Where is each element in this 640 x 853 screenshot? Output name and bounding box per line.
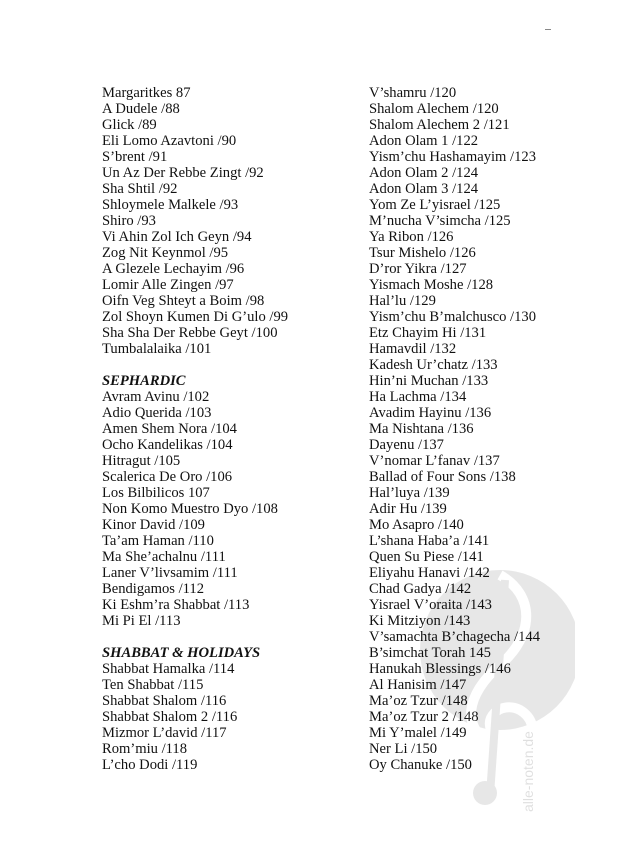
toc-entry: V’samachta B’chagecha /144 — [369, 629, 540, 645]
toc-entry: Amen Shem Nora /104 — [102, 421, 237, 437]
toc-entry: Adio Querida /103 — [102, 405, 212, 421]
toc-entry: Ta’am Haman /110 — [102, 533, 214, 549]
sephardic-list — [102, 389, 288, 629]
toc-entry: Sha Shtil /92 — [102, 181, 178, 197]
section-spacer — [102, 629, 288, 645]
toc-entry: Shabbat Hamalka /114 — [102, 661, 235, 677]
toc-entry: Eli Lomo Azavtoni /90 — [102, 133, 237, 149]
toc-entry: Kinor David /109 — [102, 517, 205, 533]
toc-entry: Hamavdil /132 — [369, 341, 457, 357]
toc-entry: Yism’chu B’malchusco /130 — [369, 309, 536, 325]
yiddish-list — [102, 85, 288, 357]
toc-entry: Al Hanisim /147 — [369, 677, 467, 693]
toc-entry: Zog Nit Keynmol /95 — [102, 245, 229, 261]
toc-entry: Shabbat Shalom /116 — [102, 693, 227, 709]
toc-entry: Ner Li /150 — [369, 741, 438, 757]
toc-entry: D’ror Yikra /127 — [369, 261, 467, 277]
toc-entry: Etz Chayim Hi /131 — [369, 325, 487, 341]
toc-entry: Ballad of Four Sons /138 — [369, 469, 516, 485]
toc-entry: Eliyahu Hanavi /142 — [369, 565, 490, 581]
corner-mark — [545, 29, 551, 30]
toc-entry: A Dudele /88 — [102, 101, 180, 117]
toc-entry: Chad Gadya /142 — [369, 581, 472, 597]
toc-entry: Mi Y’malel /149 — [369, 725, 467, 741]
toc-entry: Bendigamos /112 — [102, 581, 205, 597]
toc-entry: Ki Eshm’ra Shabbat /113 — [102, 597, 250, 613]
toc-entry: Avadim Hayinu /136 — [369, 405, 492, 421]
toc-entry: Yisrael V’oraita /143 — [369, 597, 492, 613]
toc-entry: Glick /89 — [102, 117, 157, 133]
toc-entry: Ma Nishtana /136 — [369, 421, 474, 437]
toc-entry: Adon Olam 1 /122 — [369, 133, 479, 149]
toc-left-column — [102, 85, 288, 773]
toc-entry: Yism’chu Hashamayim /123 — [369, 149, 536, 165]
toc-right-column — [369, 85, 540, 773]
toc-entry: Oifn Veg Shteyt a Boim /98 — [102, 293, 265, 309]
toc-entry: Oy Chanuke /150 — [369, 757, 472, 773]
toc-entry: V’shamru /120 — [369, 85, 457, 101]
section-heading-shabbat-holidays: SHABBAT & HOLIDAYS — [102, 645, 261, 661]
toc-entry: Hin’ni Muchan /133 — [369, 373, 489, 389]
toc-entry: Ya Ribon /126 — [369, 229, 454, 245]
toc-entry: Non Komo Muestro Dyo /108 — [102, 501, 278, 517]
toc-entry: Ma’oz Tzur /148 — [369, 693, 468, 709]
toc-entry: V’nomar L’fanav /137 — [369, 453, 500, 469]
toc-entry: Sha Sha Der Rebbe Geyt /100 — [102, 325, 278, 341]
toc-entry: L’shana Haba’a /141 — [369, 533, 490, 549]
toc-entry: A Glezele Lechayim /96 — [102, 261, 245, 277]
toc-entry: Rom’miu /118 — [102, 741, 187, 757]
toc-entry: Avram Avinu /102 — [102, 389, 210, 405]
toc-entry: Shalom Alechem /120 — [369, 101, 499, 117]
toc-entry: Ki Mitziyon /143 — [369, 613, 471, 629]
shabbat-list — [102, 661, 288, 773]
toc-entry: Mizmor L’david /117 — [102, 725, 227, 741]
toc-entry: Adir Hu /139 — [369, 501, 447, 517]
section-heading-sephardic: SEPHARDIC — [102, 373, 186, 389]
toc-entry: Hal’luya /139 — [369, 485, 450, 501]
toc-entry: Zol Shoyn Kumen Di G’ulo /99 — [102, 309, 289, 325]
toc-entry: Adon Olam 2 /124 — [369, 165, 479, 181]
toc-entry: M’nucha V’simcha /125 — [369, 213, 511, 229]
toc-entry: Ten Shabbat /115 — [102, 677, 204, 693]
toc-entry: Mo Asapro /140 — [369, 517, 464, 533]
toc-entry: B’simchat Torah 145 — [369, 645, 491, 661]
toc-entry: Los Bilbilicos 107 — [102, 485, 210, 501]
toc-entry: Tumbalalaika /101 — [102, 341, 212, 357]
toc-entry: Ocho Kandelikas /104 — [102, 437, 233, 453]
toc-entry: Kadesh Ur’chatz /133 — [369, 357, 498, 373]
toc-entry: Yom Ze L’yisrael /125 — [369, 197, 501, 213]
toc-entry: Un Az Der Rebbe Zingt /92 — [102, 165, 264, 181]
toc-entry: Tsur Mishelo /126 — [369, 245, 476, 261]
toc-entry: Laner V’livsamim /111 — [102, 565, 238, 581]
toc-entry: Hanukah Blessings /146 — [369, 661, 511, 677]
toc-entry: Scalerica De Oro /106 — [102, 469, 233, 485]
toc-entry: Hitragut /105 — [102, 453, 181, 469]
toc-entry: Dayenu /137 — [369, 437, 444, 453]
toc-entry: Margaritkes 87 — [102, 85, 191, 101]
toc-entry: Ha Lachma /134 — [369, 389, 467, 405]
toc-entry: Lomir Alle Zingen /97 — [102, 277, 234, 293]
toc-entry: Shloymele Malkele /93 — [102, 197, 239, 213]
watermark-text: alle-noten.de — [520, 731, 536, 812]
toc-entry: Shabbat Shalom 2 /116 — [102, 709, 238, 725]
toc-entry: S’brent /91 — [102, 149, 168, 165]
toc-entry: Shiro /93 — [102, 213, 156, 229]
section-spacer — [102, 357, 288, 373]
toc-entry: Vi Ahin Zol Ich Geyn /94 — [102, 229, 252, 245]
toc-entry: Quen Su Piese /141 — [369, 549, 484, 565]
toc-entry: Yismach Moshe /128 — [369, 277, 494, 293]
toc-entry: Adon Olam 3 /124 — [369, 181, 479, 197]
toc-entry: Ma’oz Tzur 2 /148 — [369, 709, 479, 725]
toc-entry: Mi Pi El /113 — [102, 613, 181, 629]
toc-entry: Shalom Alechem 2 /121 — [369, 117, 510, 133]
toc-entry: Ma She’achalnu /111 — [102, 549, 226, 565]
toc-entry: L’cho Dodi /119 — [102, 757, 198, 773]
toc-entry: Hal’lu /129 — [369, 293, 436, 309]
